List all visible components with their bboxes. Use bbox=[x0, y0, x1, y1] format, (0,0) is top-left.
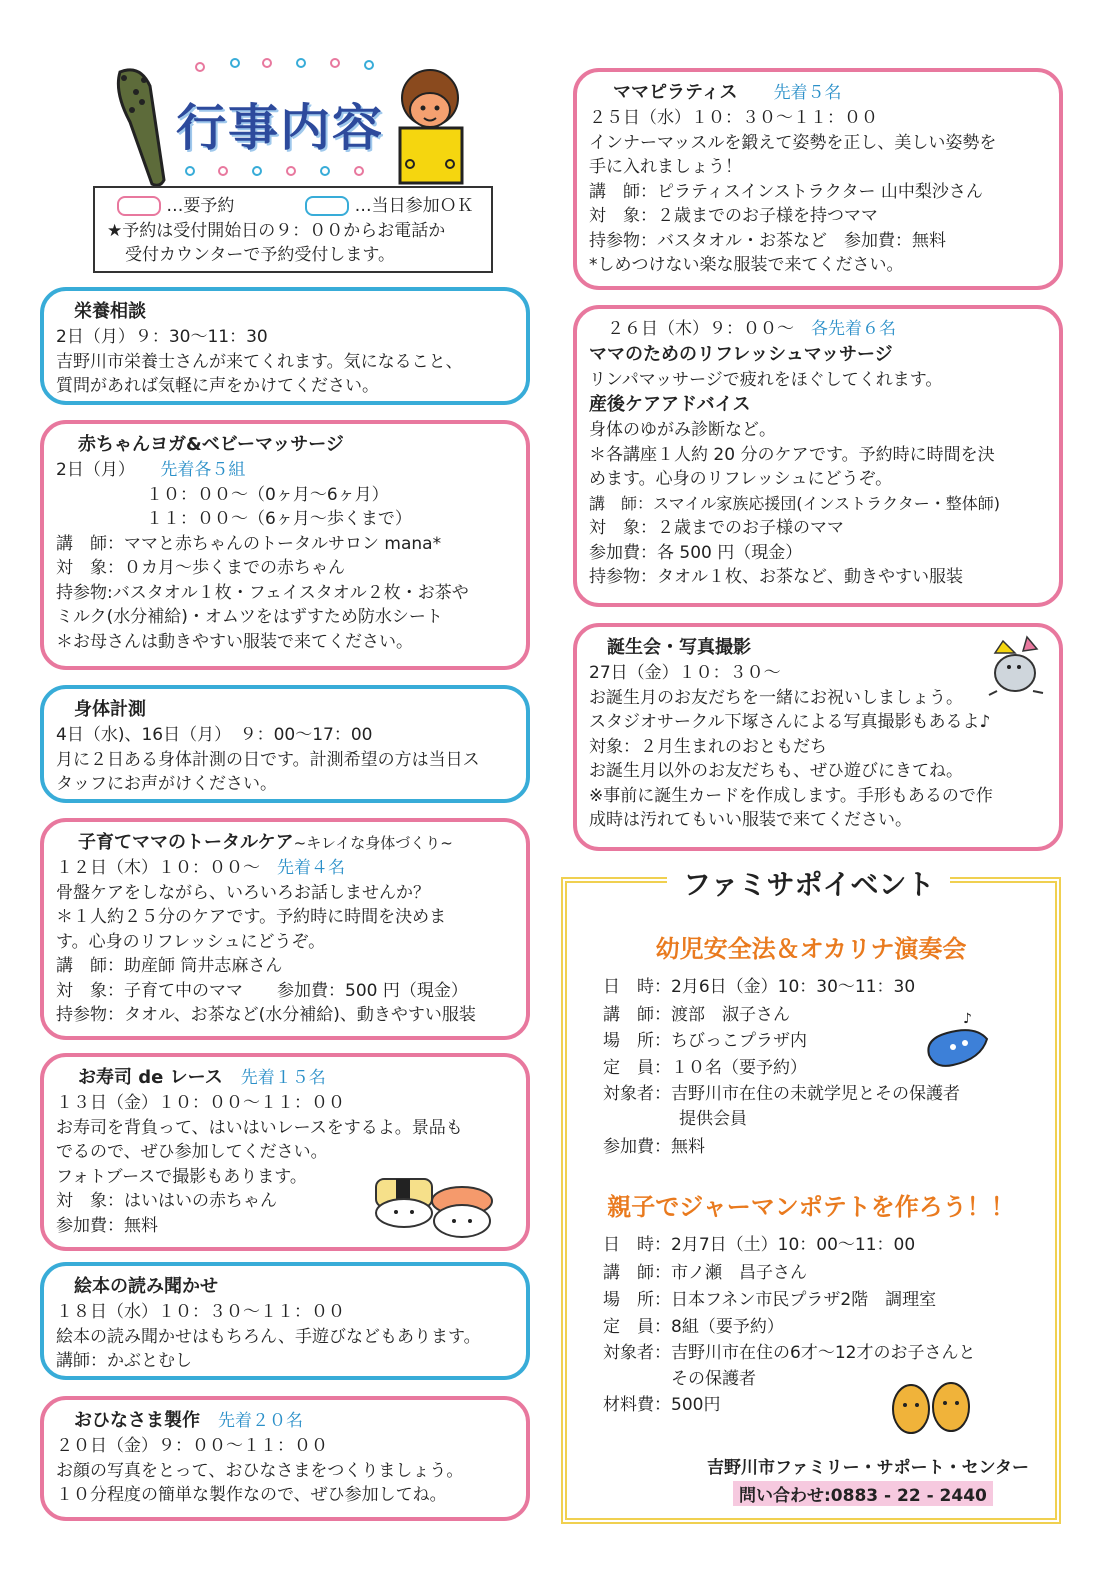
famisapo-place: 場 所：日本フネン市民プラザ2階 調理室 bbox=[603, 1290, 937, 1310]
event-note: ＊１人約２５分のケアです。予約時に時間を決めま bbox=[56, 907, 447, 927]
event-title: 子育てママのトータルケア bbox=[78, 832, 294, 853]
famisapo-capacity: 定 員：１０名（要予約） bbox=[603, 1058, 807, 1078]
event-desc: お誕生月以外のお友だちも、ぜひ遊びにきてね。 bbox=[589, 761, 963, 781]
event-title: 栄養相談 bbox=[74, 301, 146, 322]
svg-text:♪: ♪ bbox=[963, 1011, 972, 1027]
decor-dot bbox=[252, 166, 262, 176]
decor-dot bbox=[230, 58, 240, 68]
event-fee: 参加費：各 500 円（現金） bbox=[589, 542, 803, 563]
event-desc: リンパマッサージで疲れをほぐしてくれます。 bbox=[589, 369, 943, 390]
event-title: おひなさま製作 bbox=[74, 1410, 200, 1431]
event-capacity: 先着４名 bbox=[277, 858, 345, 878]
event-note: ＊各講座１人約 20 分のケアです。予約時に時間を決 bbox=[589, 444, 995, 465]
event-capacity: 先着２０名 bbox=[218, 1411, 303, 1431]
event-desc: お誕生月のお友だちを一緒にお祝いしましょう。 bbox=[589, 687, 963, 708]
oni-icon bbox=[392, 68, 472, 188]
event-bring: 持参物：バスタオル・お茶など 参加費：無料 bbox=[589, 230, 946, 251]
event-desc: 手に入れましょう！ bbox=[589, 157, 742, 177]
event-desc: 骨盤ケアをしながら、いろいろお話しませんか？ bbox=[56, 882, 430, 903]
event-instructor: 講 師：助産師 筒井志麻さん bbox=[56, 956, 283, 976]
famisapo-target: 提供会員 bbox=[679, 1109, 747, 1129]
famisapo-fee: 材料費：500円 bbox=[603, 1395, 721, 1415]
event-note: ※事前に誕生カードを作成します。手形もあるので作 bbox=[589, 785, 993, 806]
famisapo-heading: ファミサポイベント bbox=[667, 863, 950, 903]
event-bring: 持参物:バスタオル１枚・フェイスタオル２枚・お茶や bbox=[56, 582, 469, 603]
event-time: １１：００～（6ヶ月～歩くまで） bbox=[146, 509, 412, 529]
event-title: 産後ケアアドバイス bbox=[589, 394, 751, 415]
page-title: 行事内容 bbox=[176, 99, 384, 157]
event-date: ２０日（金）９：００～１１：００ bbox=[56, 1436, 328, 1456]
event-capacity: 先着各５組 bbox=[160, 460, 246, 480]
event-target: 対 象：はいはいの赤ちゃん bbox=[56, 1191, 277, 1211]
famisapo-target: 対象者：吉野川市在住の6才～12才のお子さんと bbox=[603, 1343, 976, 1363]
event-eiyou bbox=[40, 287, 530, 405]
event-care bbox=[40, 818, 530, 1040]
event-sokutei bbox=[40, 685, 530, 803]
event-title: お寿司 de レース bbox=[78, 1067, 223, 1088]
decor-dot bbox=[195, 62, 205, 72]
event-note: *しめつけない楽な服装で来てください。 bbox=[589, 255, 904, 275]
decor-dot bbox=[262, 58, 272, 68]
decor-dot bbox=[286, 166, 296, 176]
famisapo-date: 日 時：2月6日（金）10：30～11：30 bbox=[603, 977, 916, 997]
sushi-icon bbox=[370, 1165, 500, 1245]
event-desc: インナーマッスルを鍛えて姿勢を正し、美しい姿勢を bbox=[589, 132, 997, 153]
event-instructor: 講 師：スマイル家族応援団(インストラクター・整体師) bbox=[589, 493, 1001, 513]
famisapo-target: 対象者：吉野川市在住の未就学児とその保護者 bbox=[603, 1084, 960, 1104]
event-note: ＊お母さんは動きやすい服装で来てください。 bbox=[56, 631, 413, 652]
event-target: 対 象：子育て中のママ 参加費：500 円（現金） bbox=[56, 980, 468, 1001]
event-title: ママピラティス bbox=[613, 82, 738, 103]
event-target: 対 象：２歳までのお子様を持つママ bbox=[589, 206, 878, 226]
event-title: 赤ちゃんヨガ&ベビーマッサージ bbox=[78, 434, 344, 455]
event-desc: 質問があれば気軽に声をかけてください。 bbox=[56, 376, 379, 396]
potato-icon bbox=[887, 1379, 977, 1439]
event-desc: 身体のゆがみ診断など。 bbox=[589, 420, 776, 440]
event-fee: 参加費：無料 bbox=[56, 1215, 158, 1236]
event-instructor: 講 師：ピラティスインストラクター 山中梨沙さん bbox=[589, 181, 983, 202]
event-instructor: 講師：かぶとむし bbox=[56, 1351, 192, 1371]
famisapo-instructor: 講 師：渡部 淑子さん bbox=[603, 1005, 790, 1025]
event-date: １２日（木）１０：００～ bbox=[56, 858, 260, 878]
legend bbox=[93, 186, 493, 273]
famisapo-date: 日 時：2月7日（土）10：00～11：00 bbox=[603, 1235, 916, 1255]
decor-dot bbox=[296, 58, 306, 68]
event-ehon bbox=[40, 1262, 530, 1380]
event-title: 絵本の読み聞かせ bbox=[74, 1276, 218, 1297]
legend-note-2: 受付カウンターで予約受付します。 bbox=[125, 245, 395, 265]
legend-walkin: …当日参加ＯＫ bbox=[354, 196, 474, 216]
event-title: 身体計測 bbox=[74, 699, 146, 720]
event-date: ２６日（木）９：００～ bbox=[607, 319, 794, 339]
event-desc: フォトブースで撮影もあります。 bbox=[56, 1166, 307, 1187]
event-target: 対象：２月生まれのおともだち bbox=[589, 736, 827, 757]
event-target: 対 象：２歳までのお子様のママ bbox=[589, 518, 844, 538]
decor-dot bbox=[320, 166, 330, 176]
legend-swatch-walkin bbox=[305, 196, 349, 216]
event-sushi bbox=[40, 1053, 530, 1251]
famisapo-instructor: 講 師：市ノ瀬 昌子さん bbox=[603, 1263, 807, 1283]
event-note: めます。心身のリフレッシュにどうぞ。 bbox=[589, 469, 893, 489]
event-note: 成時は汚れてもいい服装で来てください。 bbox=[589, 810, 912, 830]
event-date: 27日（金）１０：３０～ bbox=[589, 663, 781, 683]
event-bring: 持参物：タオル１枚、お茶など、動きやすい服装 bbox=[589, 567, 963, 587]
event-bring: ミルク(水分補給)・オムツをはずすため防水シート bbox=[56, 607, 443, 627]
famisapo-fee: 参加費：無料 bbox=[603, 1137, 705, 1157]
event-desc: 絵本の読み聞かせはもちろん、手遊びなどもあります。 bbox=[56, 1326, 481, 1347]
seal-icon bbox=[985, 633, 1047, 697]
event-bring: 持参物：タオル、お茶など(水分補給)、動きやすい服装 bbox=[56, 1005, 476, 1025]
event-time: １０：００～（0ヶ月～6ヶ月） bbox=[146, 484, 389, 505]
event-massage bbox=[573, 305, 1063, 607]
decor-dot bbox=[354, 166, 364, 176]
event-date: １３日（金）１０：００～１１：００ bbox=[56, 1093, 345, 1113]
legend-reserve: …要予約 bbox=[166, 196, 235, 216]
contact-phone: 問い合わせ:0883 - 22 - 2440 bbox=[733, 1481, 993, 1506]
famisapo-event-title: 親子でジャーマンポテトを作ろう！！ bbox=[607, 1193, 1015, 1221]
ocarina-icon bbox=[923, 1011, 993, 1071]
event-title: 誕生会・写真撮影 bbox=[607, 637, 751, 658]
decor-dot bbox=[185, 166, 195, 176]
legend-note-1: ★予約は受付開始日の９：００からお電話か bbox=[107, 220, 446, 241]
event-date: ２５日（水）１０：３０～１１：００ bbox=[589, 108, 878, 128]
event-yoga bbox=[40, 420, 530, 670]
event-desc: スタジオサークル下塚さんによる写真撮影もあるよ♪ bbox=[589, 712, 991, 732]
event-birthday bbox=[573, 623, 1063, 851]
event-note: す。心身のリフレッシュにどうぞ。 bbox=[56, 931, 326, 952]
event-target: 対 象：０カ月～歩くまでの赤ちゃん bbox=[56, 558, 345, 578]
event-instructor: 講 師：ママと赤ちゃんのトータルサロン mana* bbox=[56, 533, 442, 554]
event-desc: お顔の写真をとって、おひなさまをつくりましょう。 bbox=[56, 1460, 464, 1481]
event-hina bbox=[40, 1396, 530, 1521]
event-capacity: 先着５名 bbox=[773, 83, 842, 103]
decor-dot bbox=[364, 60, 374, 70]
event-date: １８日（水）１０：３０～１１：００ bbox=[56, 1302, 345, 1322]
event-desc: １０分程度の簡単な製作なので、ぜひ参加してね。 bbox=[56, 1485, 447, 1505]
famisapo-capacity: 定 員：8組（要予約） bbox=[603, 1317, 784, 1337]
event-desc: お寿司を背負って、はいはいレースをするよ。景品も bbox=[56, 1117, 463, 1138]
famisapo-section bbox=[561, 868, 1061, 1524]
event-desc: 吉野川市栄養士さんが来てくれます。気になること、 bbox=[56, 351, 463, 372]
decor-dot bbox=[330, 58, 340, 68]
event-title: ママのためのリフレッシュマッサージ bbox=[589, 343, 893, 365]
famisapo-place: 場 所：ちびっこプラザ内 bbox=[603, 1031, 807, 1051]
event-date: 2日（月）９：30～11：30 bbox=[56, 327, 268, 347]
event-date: 4日（水)、16日（月） ９：00～17：00 bbox=[56, 725, 373, 745]
event-desc: でるので、ぜひ参加してください。 bbox=[56, 1142, 328, 1162]
club-icon bbox=[102, 62, 182, 192]
event-capacity: 先着１５名 bbox=[240, 1068, 326, 1088]
legend-swatch-reserve bbox=[117, 196, 161, 216]
event-desc: タッフにお声がけください。 bbox=[56, 774, 277, 794]
event-pilates bbox=[573, 68, 1063, 290]
org-name: 吉野川市ファミリー・サポート・センター bbox=[707, 1458, 1029, 1478]
event-date: 2日（月） bbox=[56, 460, 127, 480]
event-capacity: 各先着６名 bbox=[811, 319, 896, 339]
famisapo-event-title: 幼児安全法＆オカリナ演奏会 bbox=[655, 935, 967, 963]
decor-dot bbox=[218, 166, 228, 176]
event-desc: 月に２日ある身体計測の日です。計測希望の方は当日ス bbox=[56, 749, 480, 770]
famisapo-target: その保護者 bbox=[671, 1369, 756, 1389]
event-subtitle: ~キレイな身体づくり~ bbox=[293, 834, 453, 852]
